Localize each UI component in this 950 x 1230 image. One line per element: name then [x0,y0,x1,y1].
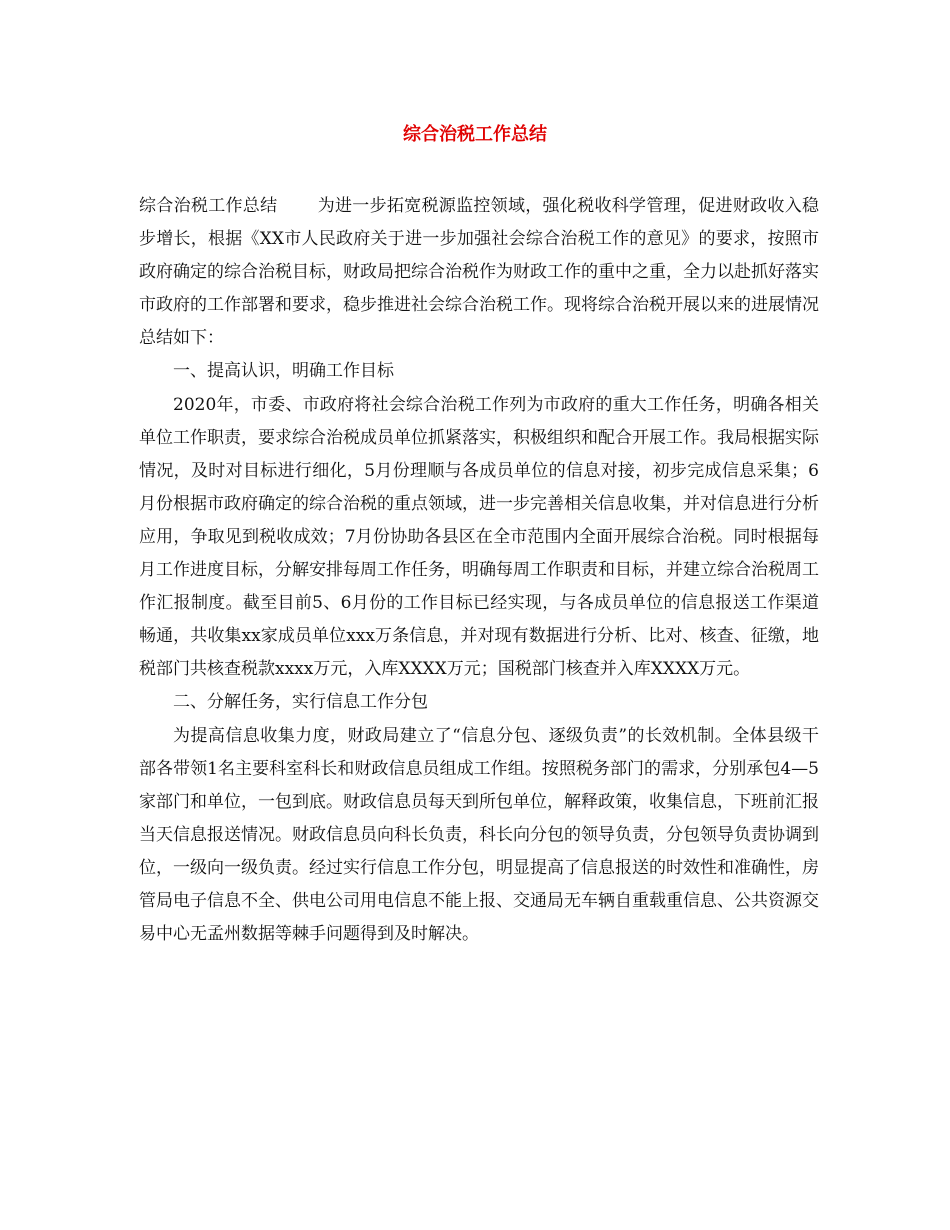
document-title: 综合治税工作总结 [403,124,547,145]
section-2-heading: 二、分解任务，实行信息工作分包 [173,692,428,713]
section-1-heading: 一、提高认识，明确工作目标 [173,361,394,382]
section-2-paragraph: 为提高信息收集力度，财政局建立了“信息分包、逐级负责”的长效机制。全体县级干部各带领1名主要科室科长和财政信息员组成工作组。按照税务部门的需求，分别承包4—5家部门和单位，一包到底。财政信息员每天到所包单位，解释政策，收集信息，下班前汇报当天信息报送情况。财政信息员向科长负责，科长向分包的领导负责，分包领导负责协调到位，一级向一级负责。经过实行信息工作分包，明显提高了信息报送的时效性和准确性，房管局电子信息不全、供电公司用电信息不能上报、交通局无车辆自重载重信息、公共资源交易中心无孟州数据等棘手问题得到及时解决。 [139,725,819,945]
intro-text: 为进一步拓宽税源监控领域，强化税收科学管理，促进财政收入稳步增长，根据《XX市人民政府关于进一步加强社会综合治税工作的意见》的要求，按照市政府确定的综合治税目标，财政局把综合治税作为财政工作的重中之重，全力以赴抓好落实市政府的工作部署和要求，稳步推进社会综合治税工作。现将综合治税开展以来的进展情况总结如下： [139,196,820,349]
section-1-paragraph: 2020年，市委、市政府将社会综合治税工作列为市政府的重大工作任务，明确各相关单位工作职责，要求综合治税成员单位抓紧落实，积极组织和配合开展工作。我局根据实际情况，及时对目标进行细化，5月份理顺与各成员单位的信息对接，初步完成信息采集；6月份根据市政府确定的综合治税的重点领域，进一步完善相关信息收集，并对信息进行分析应用，争取见到税收成效；7月份协助各县区在全市范围内全面开展综合治税。同时根据每月工作进度目标，分解安排每周工作任务，明确每周工作职责和目标，并建立综合治税周工作汇报制度。截至目前5、6月份的工作目标已经实现，与各成员单位的信息报送工作渠道畅通，共收集xx家成员单位xxx万条信息，并对现有数据进行分析、比对、核查、征缴，地税部门共核查税款xxxx万元，入库XXXX万元；国税部门核查并入库XXXX万元。 [139,394,819,680]
intro-lead: 综合治税工作总结 [139,196,278,216]
intro-paragraph [139,190,819,355]
document-body [139,190,819,951]
